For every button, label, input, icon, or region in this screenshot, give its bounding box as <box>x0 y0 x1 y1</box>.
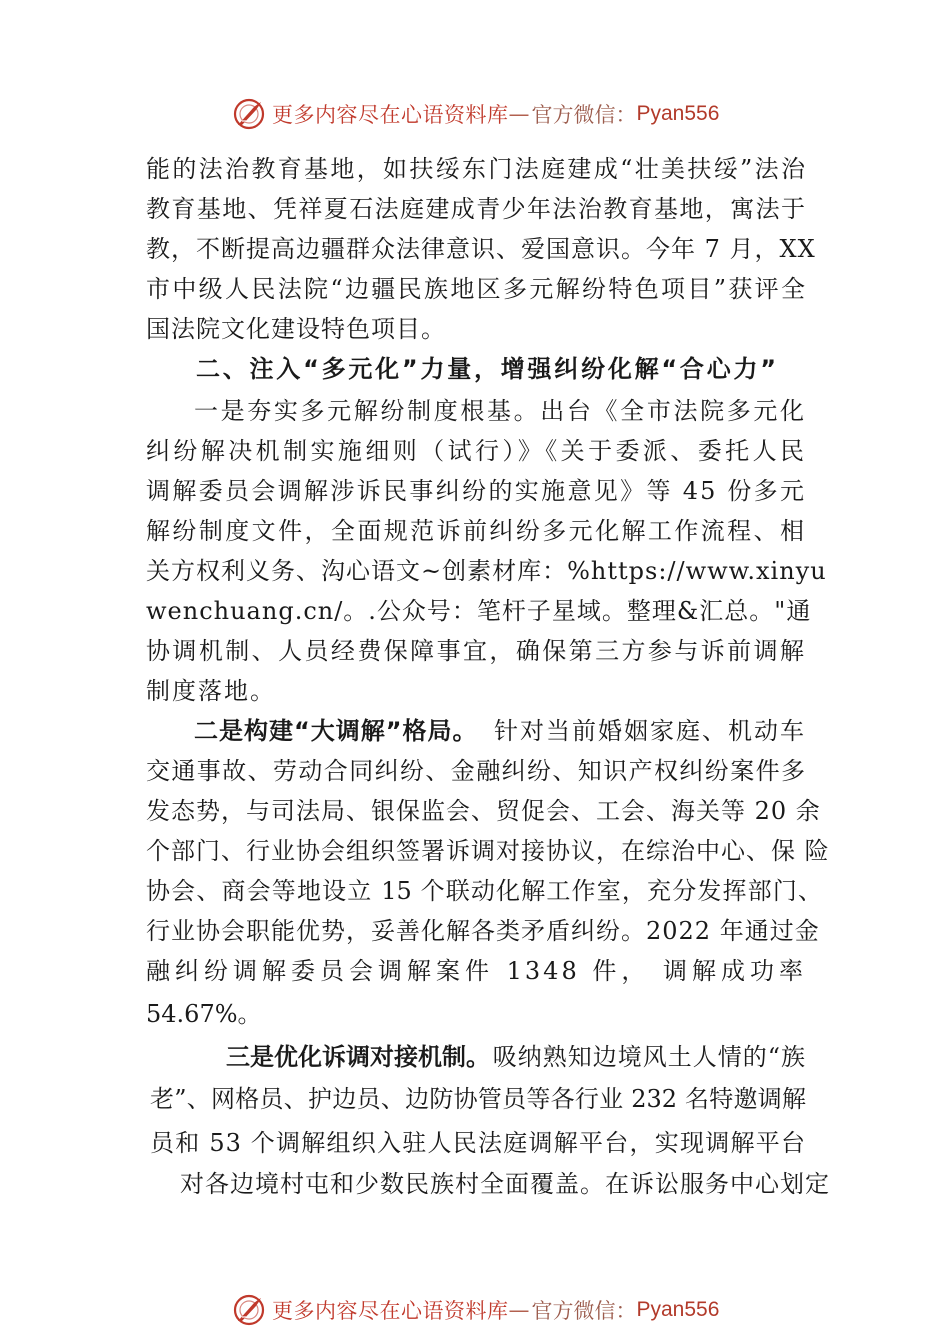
banner-wechat-id: Pyan556 <box>636 102 720 125</box>
paragraph-line: 调解委员会调解涉诉民事纠纷的实施意见》等 45 份多元 <box>146 477 806 505</box>
quill-logo-icon <box>232 1293 266 1327</box>
banner-title: 更多内容尽在心语资料库 <box>272 103 509 127</box>
paragraph-line: 纠纷解决机制实施细则（试行）》《关于委派、委托人民 <box>146 437 806 465</box>
banner-wechat-id: Pyan556 <box>636 1298 720 1321</box>
body-line: 能的法治教育基地，如扶绥东门法庭建成“壮美扶绥”法治 <box>146 155 806 183</box>
paragraph-line: 协会、商会等地设立 15 个联动化解工作室，充分发挥部门、 <box>146 877 822 905</box>
paragraph-line: 个部门、行业协会组织签署诉调对接协议，在综治中心、保 险 <box>146 837 830 865</box>
paragraph-line <box>194 714 806 748</box>
paragraph-line: 54.67%。 <box>146 1000 262 1028</box>
footer-banner <box>232 1292 719 1328</box>
paragraph-line: 交通事故、劳动合同纠纷、金融纠纷、知识产权纠纷案件多 <box>146 757 806 785</box>
paragraph-line: wenchuang.cn/。.公众号：笔杆子星域。整理&汇总。"通 <box>146 597 812 625</box>
paragraph-line: 一是夯实多元解纷制度根基。出台《全市法院多元化 <box>194 397 806 425</box>
paragraph-line: 发态势，与司法局、银保监会、贸促会、工会、海关等 20 余 <box>146 797 821 825</box>
header-banner <box>232 96 719 132</box>
body-line: 市中级人民法院“边疆民族地区多元解纷特色项目”获评全 <box>146 275 806 303</box>
quill-logo-icon <box>232 97 266 131</box>
banner-title: 更多内容尽在心语资料库 <box>272 1299 509 1323</box>
banner-separator: — <box>508 102 530 126</box>
paragraph-line: 制度落地。 <box>146 677 276 705</box>
section-heading: 二、注入“多元化”力量，增强纠纷化解“合心力” <box>196 355 776 383</box>
paragraph-line: 员和 53 个调解组织入驻人民法庭调解平台，实现调解平台 <box>150 1129 806 1157</box>
para2-text: 针对当前婚姻家庭、机动车 <box>494 717 806 745</box>
para2-lead: 二是构建“大调解”格局。 <box>194 717 478 745</box>
paragraph-line: 对各边境村屯和少数民族村全面覆盖。在诉讼服务中心划定 <box>180 1170 830 1198</box>
body-line: 国法院文化建设特色项目。 <box>146 315 446 343</box>
paragraph-line <box>226 1040 806 1074</box>
body-line: 教，不断提高边疆群众法律意识、爱国意识。今年 7 月，XX <box>146 235 816 263</box>
paragraph-line: 老”、网格员、护边员、边防协管员等各行业 232 名特邀调解 <box>150 1085 806 1113</box>
paragraph-line: 融纠纷调解委员会调解案件 1348 件， 调解成功率 <box>146 957 806 985</box>
body-line: 教育基地、凭祥夏石法庭建成青少年法治教育基地，寓法于 <box>146 195 806 223</box>
para3-lead: 三是优化诉调对接机制。 <box>226 1043 490 1071</box>
para3-text: 吸纳熟知边境风土人情的“族 <box>492 1043 806 1071</box>
paragraph-line: 关方权利义务、沟心语文~创素材库：%https://www.xinyu <box>146 557 827 585</box>
paragraph-line: 解纷制度文件，全面规范诉前纠纷多元化解工作流程、相 <box>146 517 806 545</box>
banner-wechat-label: 官方微信： <box>531 103 637 127</box>
paragraph-line: 协调机制、人员经费保障事宜，确保第三方参与诉前调解 <box>146 637 806 665</box>
banner-separator: — <box>508 1298 530 1322</box>
paragraph-line: 行业协会职能优势，妥善化解各类矛盾纠纷。2022 年通过金 <box>146 917 820 945</box>
banner-wechat-label: 官方微信： <box>531 1299 637 1323</box>
